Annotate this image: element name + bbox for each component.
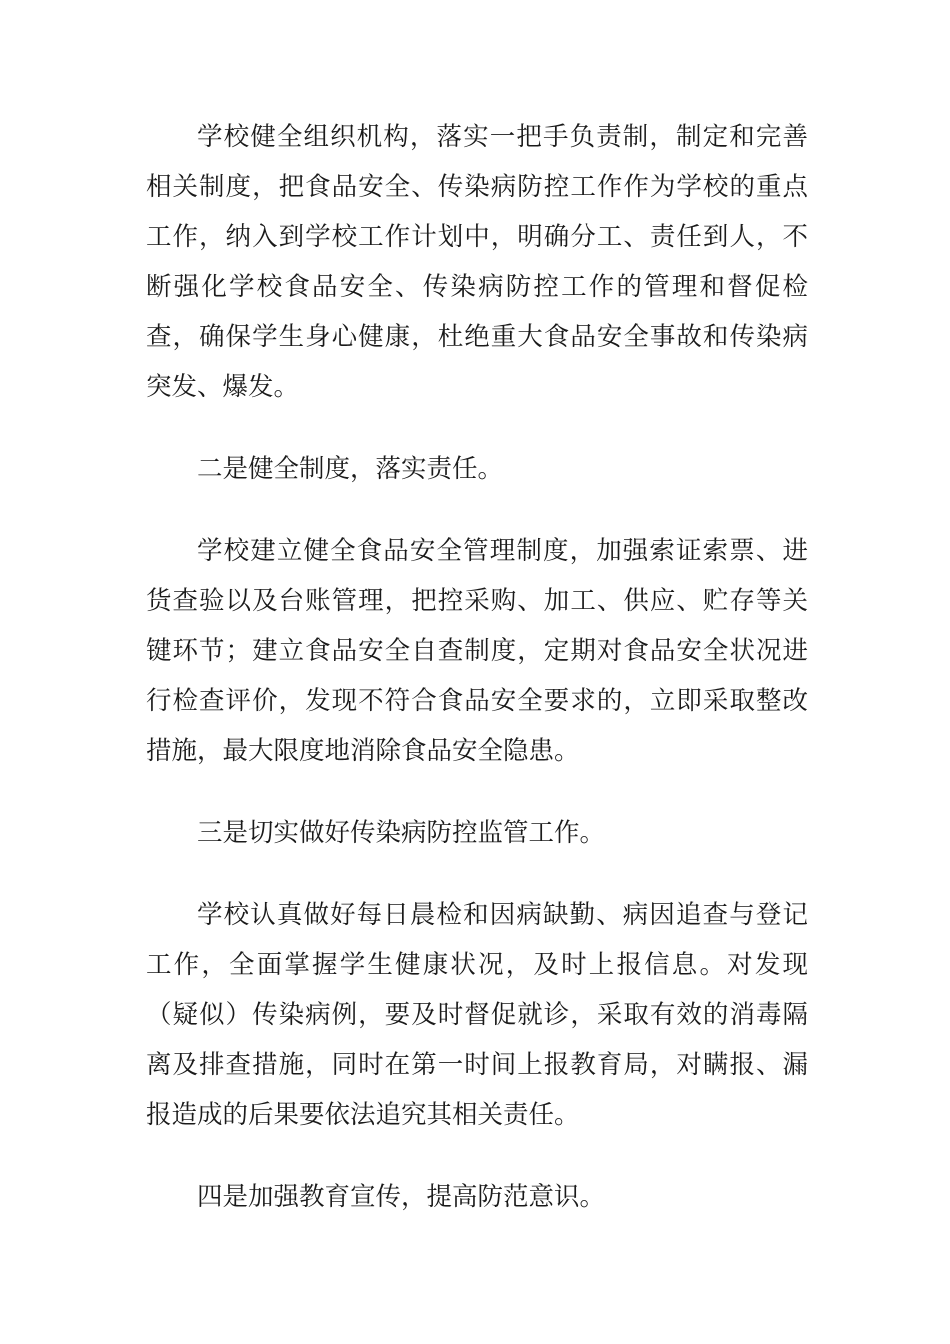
paragraph-health-monitoring: 学校认真做好每日晨检和因病缺勤、病因追查与登记工作，全面掌握学生健康状况，及时上报信息。对发现（疑似）传染病例，要及时督促就诊，采取有效的消毒隔离及排查措施，同时在第一时间上报教育局，对瞒报、漏报造成的后果要依法追究其相关责任。 (146, 900, 808, 1130)
paragraph-food-safety-system: 学校建立健全食品安全管理制度，加强索证索票、进货查验以及台账管理，把控采购、加工、供应、贮存等关键环节；建立食品安全自查制度，定期对食品安全状况进行检查评价，发现不符合食品安全要求的，立即采取整改措施，最大限度地消除食品安全隐患。 (146, 536, 808, 766)
heading-education-awareness: 四是加强教育宣传，提高防范意识。 (197, 1182, 606, 1212)
paragraph-organization: 学校健全组织机构，落实一把手负责制，制定和完善相关制度，把食品安全、传染病防控工作作为学校的重点工作，纳入到学校工作计划中，明确分工、责任到人，不断强化学校食品安全、传染病防控工作的管理和督促检查，确保学生身心健康，杜绝重大食品安全事故和传染病突发、爆发。 (146, 122, 808, 402)
heading-system-responsibility: 二是健全制度，落实责任。 (197, 454, 504, 484)
document-body (146, 112, 808, 1254)
heading-disease-control: 三是切实做好传染病防控监管工作。 (197, 818, 606, 848)
